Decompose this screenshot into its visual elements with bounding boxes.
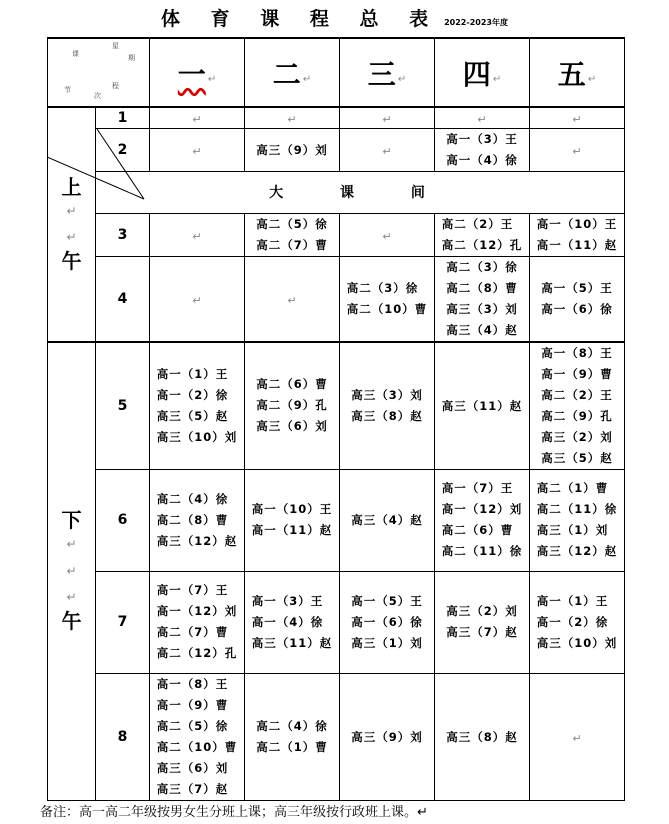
- class-entry: 高三（5）赵: [541, 450, 613, 465]
- class-entry: 高二（8）曹: [156, 512, 229, 527]
- class-list: [442, 214, 523, 256]
- class-cell: [245, 342, 340, 470]
- class-entry: 高三（6）刘: [256, 419, 328, 433]
- class-entry: 高三（2）刘: [446, 604, 518, 618]
- paragraph-mark-icon: ↵: [382, 113, 392, 127]
- class-list: [351, 727, 423, 748]
- class-entry: 高二（12）孔: [156, 646, 238, 660]
- paragraph-mark-icon: ↵: [192, 145, 202, 158]
- class-entry: 高三（3）刘: [351, 387, 423, 402]
- class-cell: [150, 213, 245, 256]
- class-cell: [245, 571, 340, 673]
- class-entry: 高一（2）徐: [156, 387, 229, 402]
- class-list: [537, 591, 618, 654]
- class-entry: 高三（11）赵: [441, 398, 523, 413]
- class-entry: 高三（8）赵: [351, 408, 423, 423]
- half-label-char: 午: [61, 248, 82, 273]
- day-header-4: [435, 38, 530, 107]
- class-cell: [245, 107, 340, 128]
- paragraph-mark-icon: ↵: [192, 113, 202, 127]
- class-entry: 高三（5）赵: [156, 408, 229, 423]
- paragraph-mark-icon: ↵: [382, 230, 392, 243]
- class-cell: [530, 128, 625, 171]
- class-entry: 高一（2）徐: [536, 614, 609, 629]
- class-entry: 高三（1）刘: [536, 523, 609, 537]
- class-entry: 高三（7）赵: [156, 781, 229, 796]
- class-entry: 高三（12）赵: [536, 544, 618, 558]
- class-entry: 高三（4）赵: [351, 513, 423, 527]
- class-list: [157, 674, 238, 800]
- paragraph-mark-icon: ↵: [572, 113, 582, 127]
- class-entry: 高三（10）刘: [536, 635, 618, 650]
- class-cell: [150, 128, 245, 171]
- class-entry: 高二（5）徐: [156, 718, 229, 733]
- paragraph-mark-icon: ↵: [66, 230, 77, 245]
- day-header-3: [340, 38, 435, 107]
- class-entry: 高二（9）孔: [541, 408, 613, 423]
- class-cell: [435, 107, 530, 128]
- class-entry: 高二（4）徐: [156, 491, 229, 506]
- class-cell: [340, 673, 435, 800]
- class-list: [256, 374, 328, 437]
- period-row: [48, 571, 625, 673]
- class-entry: 高一（12）刘: [156, 604, 238, 618]
- footnote: 备注：高一高二年级按男女生分班上课；高三年级按行政班上课。↵: [40, 805, 428, 820]
- class-entry: 高一（11）赵: [536, 237, 618, 252]
- class-cell: [245, 213, 340, 256]
- class-entry: 高二（3）徐: [346, 280, 419, 295]
- class-entry: 高二（10）曹: [346, 301, 428, 316]
- class-entry: 高一（8）王: [156, 676, 229, 691]
- period-cell: 3: [96, 213, 150, 256]
- paragraph-mark-icon: ↵: [572, 145, 582, 158]
- class-list: [256, 140, 328, 161]
- class-entry: 高三（9）刘: [256, 142, 328, 157]
- day-label: 二: [272, 57, 301, 91]
- day-label: 四: [462, 57, 491, 91]
- paragraph-mark-icon: ↵: [192, 230, 202, 243]
- class-cell: [245, 128, 340, 171]
- class-entry: 高一（9）曹: [156, 697, 229, 712]
- class-entry: 高一（3）王: [446, 131, 518, 146]
- half-label-char: 下: [61, 508, 82, 533]
- class-entry: 高二（9）孔: [256, 398, 328, 412]
- period-cell: 8: [96, 673, 150, 800]
- corner-ke: 课: [72, 50, 79, 58]
- class-entry: 高三（4）赵: [446, 322, 518, 337]
- class-entry: 高一（6）徐: [351, 614, 423, 629]
- half-label-char: 午: [61, 608, 82, 633]
- class-entry: 高一（10）王: [251, 502, 333, 516]
- class-entry: 高二（1）曹: [256, 739, 328, 754]
- class-list: [446, 727, 518, 748]
- class-entry: 高三（9）刘: [351, 729, 423, 744]
- class-cell: [340, 128, 435, 171]
- day-label: 一: [177, 57, 206, 91]
- corner-cheng: 程: [112, 82, 119, 90]
- class-list: [252, 499, 333, 541]
- paragraph-mark-icon: ↵: [207, 73, 217, 85]
- class-entry: 高二（4）徐: [256, 718, 328, 733]
- class-cell: [435, 128, 530, 171]
- morning-diagonal-lines: [47, 107, 149, 203]
- class-entry: 高一（1）王: [536, 593, 609, 608]
- period-row: [48, 342, 625, 470]
- class-list: [256, 214, 328, 256]
- period-cell: 7: [96, 571, 150, 673]
- day-label: 三: [367, 57, 396, 91]
- class-entry: 高二（8）曹: [446, 280, 518, 295]
- class-cell: [150, 571, 245, 673]
- class-cell: [530, 469, 625, 571]
- class-cell: [530, 256, 625, 342]
- class-cell: [245, 673, 340, 800]
- class-entry: 高三（1）刘: [351, 635, 423, 650]
- period-row: [48, 213, 625, 256]
- period-cell: 6: [96, 469, 150, 571]
- period-cell: 4: [96, 256, 150, 342]
- class-list: [157, 580, 238, 664]
- class-list: [446, 257, 518, 341]
- class-cell: [245, 469, 340, 571]
- class-cell: [340, 107, 435, 128]
- corner-ci: 次: [94, 92, 101, 100]
- class-entry: 高一（4）徐: [251, 614, 324, 629]
- paragraph-mark-icon: ↵: [66, 537, 77, 552]
- paragraph-mark-icon: ↵: [302, 73, 312, 85]
- corner-jie: 节: [64, 86, 71, 94]
- class-list: [157, 489, 238, 552]
- period-cell: 2: [96, 128, 150, 171]
- class-cell: [435, 342, 530, 470]
- class-cell: [150, 256, 245, 342]
- class-entry: 高一（7）王: [441, 481, 514, 495]
- year-label: 2022-2023年度: [444, 18, 508, 27]
- class-cell: [530, 213, 625, 256]
- class-entry: 高二（11）徐: [536, 502, 618, 516]
- class-entry: 高一（5）王: [541, 280, 613, 295]
- corner-qi: 期: [128, 54, 135, 62]
- class-list: [347, 278, 428, 320]
- class-entry: 高三（6）刘: [156, 760, 229, 775]
- class-entry: 高三（7）赵: [446, 625, 518, 639]
- corner-xing: 星: [112, 42, 119, 50]
- class-list: [537, 478, 618, 562]
- class-list: [442, 396, 523, 417]
- day-header-5: [530, 38, 625, 107]
- break-label: 大 课 间: [96, 171, 625, 213]
- paragraph-mark-icon: ↵: [492, 73, 502, 85]
- class-list: [351, 385, 423, 427]
- day-label: 五: [557, 57, 586, 91]
- class-entry: 高三（12）赵: [156, 533, 238, 548]
- class-cell: [150, 107, 245, 128]
- class-cell: [435, 256, 530, 342]
- class-entry: 高一（11）赵: [251, 523, 333, 537]
- class-entry: 高二（6）曹: [441, 523, 514, 537]
- class-list: [446, 129, 518, 171]
- class-list: [252, 591, 333, 654]
- period-cell: 1: [96, 107, 150, 128]
- class-cell: [435, 469, 530, 571]
- class-list: [442, 478, 523, 562]
- class-entry: 高三（10）刘: [156, 429, 238, 444]
- class-entry: 高一（5）王: [351, 593, 423, 608]
- paragraph-mark-icon: ↵: [587, 73, 597, 85]
- class-entry: 高二（1）曹: [536, 481, 609, 495]
- half-label-char: 上: [61, 174, 82, 199]
- class-cell: [530, 571, 625, 673]
- class-list: [446, 601, 518, 643]
- class-cell: [340, 256, 435, 342]
- paragraph-mark-icon: ↵: [66, 563, 77, 578]
- class-entry: 高二（11）徐: [441, 544, 523, 558]
- class-list: [157, 364, 238, 448]
- paragraph-mark-icon: ↵: [477, 113, 487, 127]
- class-entry: 高一（7）王: [156, 583, 229, 597]
- period-row: [48, 673, 625, 800]
- class-entry: 高一（8）王: [541, 345, 613, 360]
- class-entry: 高二（2）王: [441, 216, 514, 231]
- class-cell: [245, 256, 340, 342]
- class-list: [256, 716, 328, 758]
- class-cell: [340, 469, 435, 571]
- period-cell: 5: [96, 342, 150, 470]
- class-cell: [150, 673, 245, 800]
- class-list: [351, 510, 423, 531]
- class-entry: 高二（2）王: [541, 387, 613, 402]
- class-list: [537, 214, 618, 256]
- class-cell: [340, 342, 435, 470]
- paragraph-mark-icon: ↵: [66, 203, 77, 218]
- afternoon-label: [48, 342, 96, 801]
- class-cell: [150, 342, 245, 470]
- class-list: [541, 278, 613, 320]
- paragraph-mark-icon: ↵: [287, 113, 297, 127]
- class-entry: 高一（10）王: [536, 216, 618, 231]
- class-entry: 高一（3）王: [251, 593, 324, 608]
- class-entry: 高一（1）王: [156, 366, 229, 381]
- day-header-2: [245, 38, 340, 107]
- class-list: [351, 591, 423, 654]
- document-title: [0, 4, 669, 31]
- class-entry: 高一（6）徐: [541, 301, 613, 316]
- header-row: [48, 38, 625, 107]
- day-header-1: [150, 38, 245, 107]
- paragraph-mark-icon: ↵: [382, 145, 392, 158]
- paragraph-mark-icon: ↵: [66, 590, 77, 605]
- class-cell: [530, 342, 625, 470]
- corner-cell: [48, 38, 150, 107]
- class-entry: 高二（6）曹: [256, 377, 328, 391]
- class-cell: [340, 571, 435, 673]
- class-entry: 高二（7）曹: [256, 237, 328, 252]
- class-entry: 高三（2）刘: [541, 429, 613, 444]
- class-entry: 高二（12）孔: [441, 237, 523, 252]
- class-cell: [435, 673, 530, 800]
- paragraph-mark-icon: ↵: [572, 732, 582, 745]
- class-cell: [530, 673, 625, 800]
- paragraph-mark-icon: ↵: [192, 294, 202, 307]
- title-text: 体 育 课 程 总 表: [161, 8, 441, 30]
- class-list: [541, 343, 613, 469]
- period-row: [48, 469, 625, 571]
- class-entry: 高三（8）赵: [446, 729, 518, 744]
- class-entry: 高二（7）曹: [156, 625, 229, 639]
- class-entry: 高三（11）赵: [251, 635, 333, 650]
- class-entry: 高三（3）刘: [446, 301, 518, 316]
- paragraph-mark-icon: ↵: [287, 294, 297, 307]
- class-entry: 高二（3）徐: [446, 259, 518, 274]
- class-entry: 高二（5）徐: [256, 216, 328, 231]
- class-entry: 高二（10）曹: [156, 739, 238, 754]
- class-cell: [435, 213, 530, 256]
- class-cell: [530, 107, 625, 128]
- paragraph-mark-icon: ↵: [397, 73, 407, 85]
- class-cell: [340, 213, 435, 256]
- class-entry: 高一（12）刘: [441, 502, 523, 516]
- class-cell: [435, 571, 530, 673]
- class-entry: 高一（4）徐: [446, 152, 518, 167]
- class-entry: 高一（9）曹: [541, 366, 613, 381]
- period-row: [48, 256, 625, 342]
- class-cell: [150, 469, 245, 571]
